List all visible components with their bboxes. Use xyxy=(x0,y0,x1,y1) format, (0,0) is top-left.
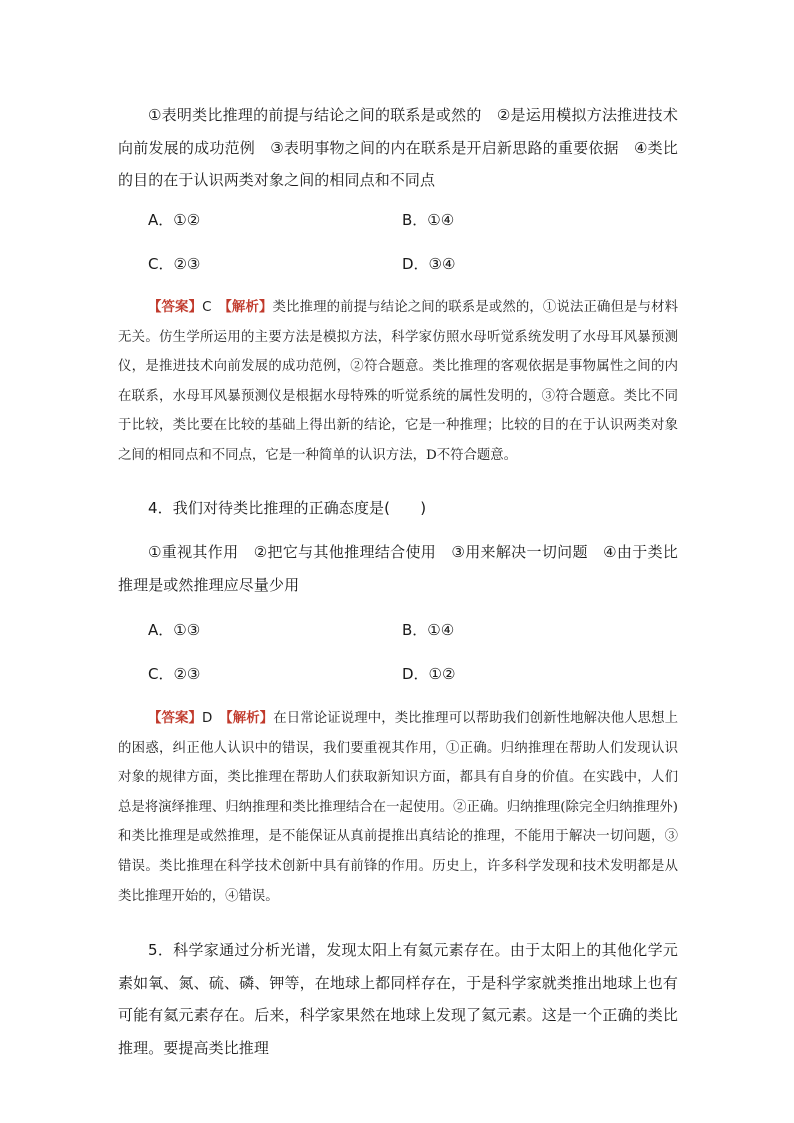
answer-tag: 【答案】 xyxy=(148,300,203,315)
analysis-text: 类比推理的前提与结论之间的联系是或然的，①说法正确但是与材料无关。仿生学所运用的主要方法是模拟方法，科学家仿照水母听觉系统发明了水母耳风暴预测仪，是推进技术向前发展的成功范例，②符合题意。类比推理的客观依据是事物属性之间的内在联系，水母耳风暴预测仪是根据水母特殊的听觉系统的属性发明的，③符合题意。类比不同于比较，类比要在比较的基础上得出新的结论，它是一种推理；比较的目的在于认识两类对象之间的相同点和不同点，它是一种简单的认识方法，D不符合题意。 xyxy=(118,300,679,463)
analysis-text: 在日常论证说理中，类比推理可以帮助我们创新性地解决他人思想上的困惑，纠正他人认识中的错误，我们要重视其作用，①正确。归纳推理在帮助人们发现认识对象的规律方面，类比推理在帮助人们获取新知识方面，都具有自身的价值。在实践中，人们总是将演绎推理、归纳推理和类比推理结合在一起使用。②正确。归纳推理(除完全归纳推理外)和类比推理是或然推理，是不能保证从真前提推出真结论的推理，不能用于解决一切问题，③错误。类比推理在科学技术创新中具有前锋的作用。历史上，许多科学发现和技术发明都是从类比推理开始的，④错误。 xyxy=(118,711,679,904)
analysis-tag: 【解析】 xyxy=(225,300,273,315)
answer-tag: 【答案】 xyxy=(148,711,202,726)
answer-letter: C xyxy=(202,300,212,315)
q4-option-d: D．①② xyxy=(402,665,456,683)
analysis-tag: 【解析】 xyxy=(225,711,274,726)
q4-option-c: C．②③ xyxy=(148,665,201,683)
q4-stem: 4．我们对待类比推理的正确态度是( ) xyxy=(148,499,427,517)
q4-option-b: B．①④ xyxy=(402,621,455,639)
answer-letter: D xyxy=(202,711,213,726)
q3-option-b: B．①④ xyxy=(402,211,455,229)
q3-option-c: C．②③ xyxy=(148,255,201,273)
q3-statement-list: ①表明类比推理的前提与结论之间的联系是或然的 ②是运用模拟方法推进技术向前发展的成功范例 ③表明事物之间的内在联系是开启新思路的重要依据 ④类比的目的在于认识两类对象之间的相同点和不同点 xyxy=(118,106,678,189)
q4-statement-list: ①重视其作用 ②把它与其他推理结合使用 ③用来解决一切问题 ④由于类比推理是或然推理应尽量少用 xyxy=(118,543,678,594)
q4-answer-block xyxy=(118,704,678,911)
q3-option-a: A．①② xyxy=(148,211,201,229)
q3-answer-block xyxy=(118,293,678,471)
q4-option-a: A．①③ xyxy=(148,621,201,639)
q5-text: 5．科学家通过分析光谱，发现太阳上有氦元素存在。由于太阳上的其他化学元素如氧、氮、硫、磷、钾等，在地球上都同样存在，于是科学家就类推出地球上也有可能有氦元素存在。后来，科学家果然在地球上发现了氦元素。这是一个正确的类比推理。要提高类比推理 xyxy=(118,941,678,1057)
q3-option-d: D．③④ xyxy=(402,255,456,273)
